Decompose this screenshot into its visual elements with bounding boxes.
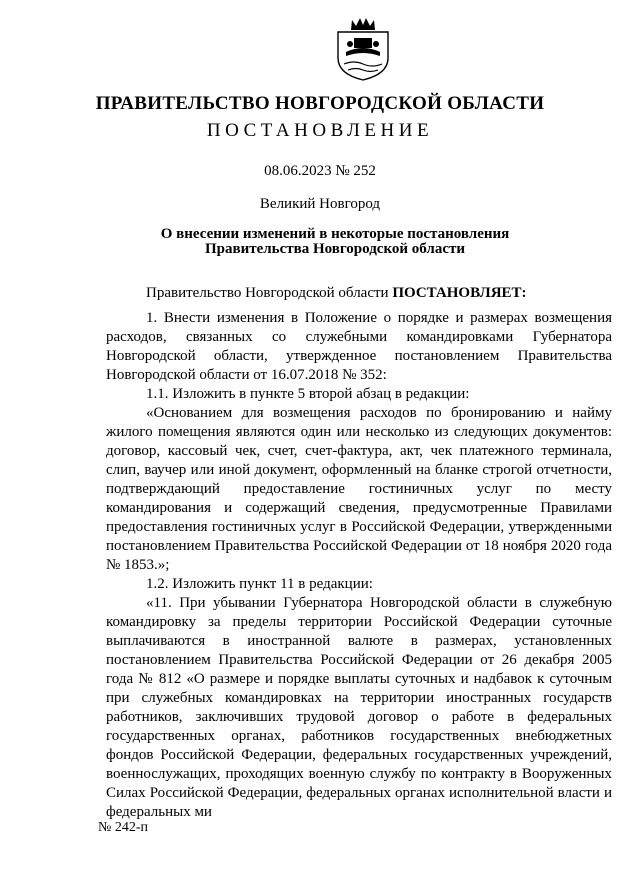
document-body (106, 284, 612, 822)
paragraph-1-1-text: «Основанием для возмещения расходов по бронированию и найму жилого помещения являются один или несколько из следующих документов: договор, кассовый чек, счет, счет-фактура, акт, чек платежного терминала, слип, ваучер или иной документ, оформленный на бланке строгой отчетности, подтверждающий предоставление гостиничных услуг по месту командирования и содержащий сведения, предусмотренные Правилами предоставления гостиничных услуг в Российской Федерации, утвержденными постановлением Правительства Российской Федерации от 18 ноября 2020 года № 1853.»; (106, 405, 612, 573)
paragraph-1-2: 1.2. Изложить пункт 11 в редакции: (146, 576, 373, 592)
subject-line-1: О внесении изменений в некоторые постановления (160, 226, 510, 242)
document-subject (100, 227, 570, 257)
footer-number: № 242-п (98, 820, 149, 835)
paragraph-1-2-text: «11. При убывании Губернатора Новгородской области в служебную командировку за пределы территории Российской Федерации суточные выплачиваются в иностранной валюте в размерах, установленных постановлением Правительства Российской Федерации от 26 декабря 2005 года № 812 «О размере и порядке выплаты суточных и надбавок к суточным при служебных командировках на территории иностранных государств работников, заключивших трудовой договор о работе в федеральных государственных органах, работников государственных внебюджетных фондов Российской Федерации, федеральных государственных учреждений, военнослужащих, проходящих военную службу по контракту в Вооруженных Силах Российской Федерации, федеральных органах исполнительной власти и федеральных ми (106, 595, 612, 820)
lead-text: Правительство Новгородской области (146, 285, 393, 301)
resolution-lead (106, 284, 612, 303)
document-city: Великий Новгород (259, 196, 381, 212)
subject-line-2: Правительства Новгородской области (204, 241, 466, 257)
lead-keyword: ПОСТАНОВЛЯЕТ: (392, 285, 527, 301)
organization-title: ПРАВИТЕЛЬСТВО НОВГОРОДСКОЙ ОБЛАСТИ (95, 93, 545, 114)
paragraph-1: 1. Внести изменения в Положение о порядке и размерах возмещения расходов, связанных со служебными командировками Губернатора Новгородской области, утвержденное постановлением Правительства Новгородской области от 16.07.2018 № 352: (106, 310, 612, 383)
document-type: ПОСТАНОВЛЕНИЕ (206, 120, 434, 141)
novgorod-coat-of-arms-icon (334, 14, 392, 82)
document-date-number: 08.06.2023 № 252 (264, 163, 376, 179)
paragraph-1-1: 1.1. Изложить в пункте 5 второй абзац в редакции: (146, 386, 470, 402)
